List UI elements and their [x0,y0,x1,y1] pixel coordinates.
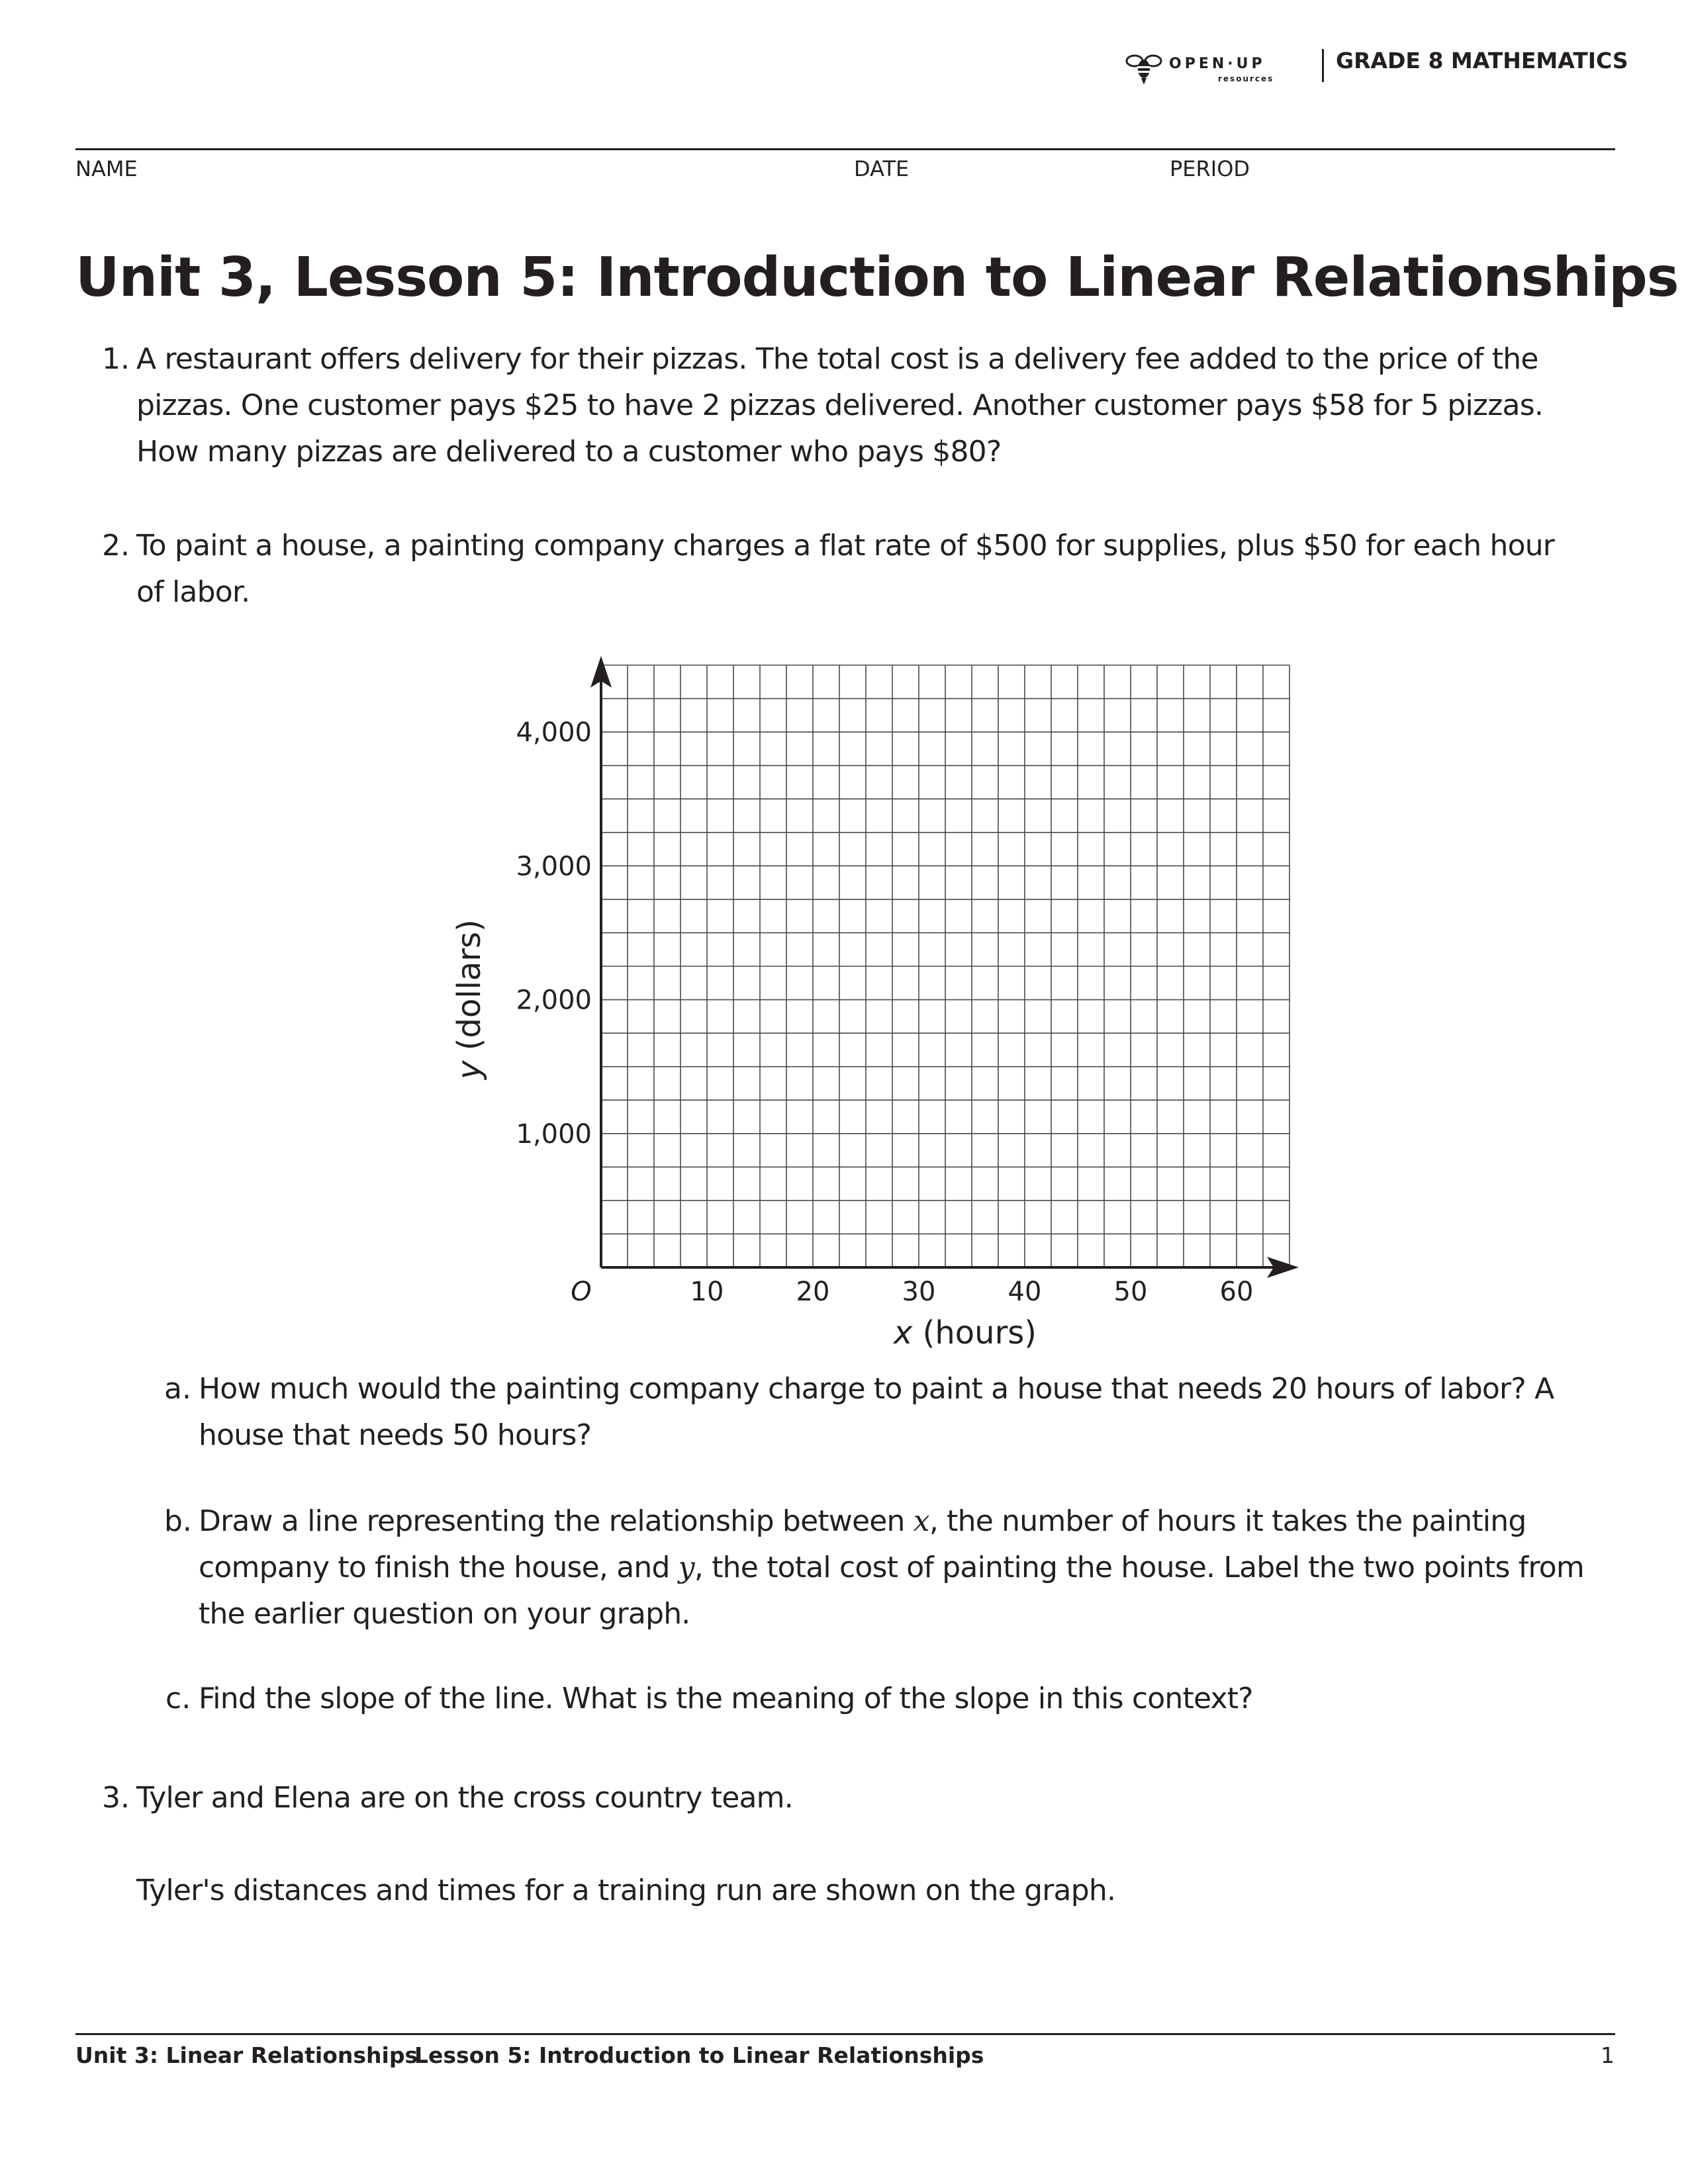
question-2-text [136,523,1554,615]
variable-x: x [913,1504,929,1538]
footer-rule [75,2033,1615,2035]
part-c-label: c. [165,1682,191,1715]
x-axis-unit: (hours) [922,1314,1037,1350]
origin-label: O [571,1277,592,1307]
question-2-line: of labor. [136,575,250,609]
question-1-text [136,336,1543,475]
question-3-followup [136,1868,1115,1914]
y-tick-label: 1,000 [516,1118,592,1150]
page-title: Unit 3, Lesson 5: Introduction to Linear Relationships [75,246,1679,309]
open-up-resources-logo [1125,46,1297,93]
part-a-line: house that needs 50 hours? [199,1418,592,1452]
name-line [75,148,1615,150]
part-a-line: How much would the painting company charge to paint a house that needs 20 hours of labor? A [199,1372,1554,1406]
question-2-number: 2. [102,529,130,563]
question-1-line: pizzas. One customer pays $25 to have 2 pizzas delivered. Another customer pays $58 for 5 pizzas. [136,388,1544,422]
question-3-followup-line: Tyler's distances and times for a training run are shown on the graph. [136,1874,1116,1907]
part-b-text [199,1498,1584,1637]
variable-y: y [678,1551,694,1584]
y-tick-label: 4,000 [516,717,592,749]
y-tick-label: 2,000 [516,985,592,1016]
part-b-line: the earlier question on your graph. [199,1597,690,1631]
question-1-number: 1. [102,342,130,376]
question-1-line: How many pizzas are delivered to a customer who pays $80? [136,435,1002,469]
x-tick-label: 40 [1008,1277,1042,1307]
y-axis-unit: (dollars) [451,919,488,1051]
y-tick-labels [516,717,592,1150]
question-3-number: 3. [102,1781,130,1815]
y-tick-label: 3,000 [516,851,592,882]
y-axis-title [451,919,488,1081]
footer-lesson: Lesson 5: Introduction to Linear Relationships [414,2042,984,2068]
part-b-text-segment: , the total cost of painting the house. Label the two points from [694,1551,1584,1584]
part-b-text-segment: Draw a line representing the relationship between [199,1504,914,1538]
grade-label: GRADE 8 MATHEMATICS [1336,48,1628,73]
part-c-line: Find the slope of the line. What is the meaning of the slope in this context? [199,1682,1253,1715]
cost-hours-graph [430,649,1324,1350]
question-2-line: To paint a house, a painting company charges a flat rate of $500 for supplies, plus $50 for each hour [136,529,1555,563]
date-label: DATE [854,156,910,181]
part-b-text-segment: , the number of hours it takes the painting [929,1504,1526,1538]
x-tick-label: 30 [902,1277,936,1307]
name-label: NAME [75,156,138,181]
x-tick-label: 60 [1219,1277,1254,1307]
header-separator [1322,49,1324,82]
graph-grid [601,665,1289,1267]
part-b-text-segment: company to finish the house, and [199,1551,679,1584]
x-tick-labels [690,1277,1254,1307]
x-tick-label: 20 [796,1277,830,1307]
logo-subtext: resources [1218,74,1274,83]
part-a-label: a. [164,1372,191,1406]
page-number: 1 [1601,2042,1615,2068]
part-b-line [199,1498,1584,1545]
part-c-text [199,1676,1253,1722]
y-axis-variable: y [451,1060,488,1079]
period-label: PERIOD [1170,156,1250,181]
x-axis-title [892,1314,1037,1350]
question-3-line: Tyler and Elena are on the cross country team. [136,1781,793,1815]
bee-icon [1125,49,1162,89]
x-axis-variable: x [893,1314,913,1350]
part-b-line [199,1545,1584,1591]
question-3-text [136,1775,793,1821]
logo-text: OPEN·UP [1169,56,1266,72]
footer-unit: Unit 3: Linear Relationships [75,2042,418,2068]
question-1-line: A restaurant offers delivery for their pizzas. The total cost is a delivery fee added to the price of the [136,342,1538,376]
x-tick-label: 50 [1113,1277,1148,1307]
part-b-label: b. [164,1504,192,1538]
part-a-text [199,1366,1554,1459]
x-tick-label: 10 [690,1277,724,1307]
